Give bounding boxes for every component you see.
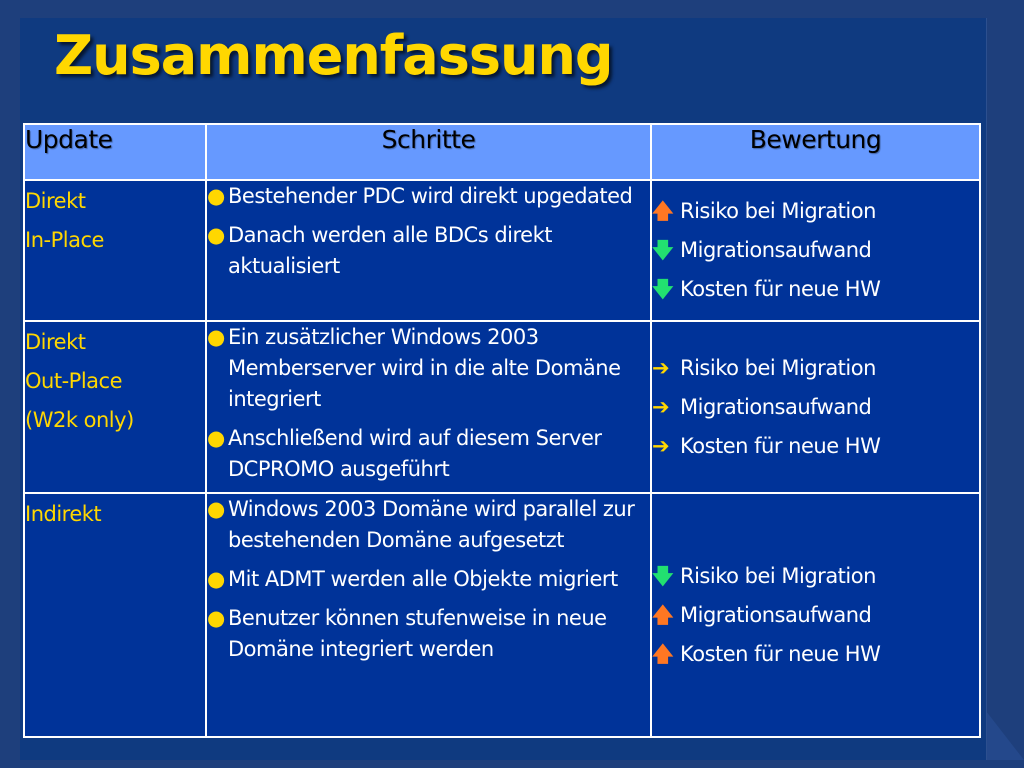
- rating-item: [652, 635, 979, 674]
- bullet-icon: ●: [207, 497, 225, 521]
- arrow-right-icon: ➔: [652, 433, 670, 458]
- cell-rating: [651, 180, 980, 321]
- update-type-line: Direkt: [25, 189, 86, 213]
- arrow-right-icon: ➔: [652, 355, 670, 380]
- rating-text: Risiko bei Migration: [680, 355, 876, 380]
- arrow-up-icon: 🡅: [652, 199, 674, 223]
- table-row: [24, 493, 980, 737]
- rating-text: Migrationsaufwand: [680, 602, 872, 627]
- step-text: Benutzer können stufenweise in neue Domäne integriert werden: [228, 606, 607, 661]
- cell-rating: [651, 321, 980, 493]
- cell-steps: [206, 321, 651, 493]
- rating-text: Migrationsaufwand: [680, 394, 872, 419]
- step-item: [207, 564, 650, 595]
- rating-text: Kosten für neue HW: [680, 641, 881, 666]
- slide-title: Zusammenfassung: [54, 24, 613, 87]
- rating-item: [652, 349, 979, 388]
- update-type-line: Direkt: [25, 330, 86, 354]
- cell-steps: [206, 493, 651, 737]
- header-rating: Bewertung: [651, 124, 980, 180]
- arrow-up-icon: 🡅: [652, 602, 674, 627]
- rating-text: Kosten für neue HW: [680, 433, 881, 458]
- step-text: Bestehender PDC wird direkt upgedated: [228, 184, 633, 208]
- rating-item: [652, 388, 979, 427]
- step-text: Ein zusätzlicher Windows 2003 Memberserver wird in die alte Domäne integriert: [228, 325, 621, 411]
- rating-item: [652, 596, 979, 635]
- rating-item: [652, 270, 979, 309]
- header-update: Update: [24, 124, 206, 180]
- bullet-icon: ●: [207, 426, 225, 450]
- step-item: [207, 181, 650, 212]
- rating-text: Kosten für neue HW: [680, 277, 881, 301]
- arrow-down-icon: 🡇: [652, 563, 674, 588]
- cell-update: [24, 321, 206, 493]
- cell-rating: [651, 493, 980, 737]
- arrow-down-icon: 🡇: [652, 277, 674, 301]
- summary-table: [23, 123, 981, 738]
- update-type-line: (W2k only): [25, 408, 134, 432]
- step-text: Anschließend wird auf diesem Server DCPROMO ausgeführt: [228, 426, 602, 481]
- step-item: [207, 220, 650, 282]
- rating-text: Migrationsaufwand: [680, 238, 872, 262]
- rating-text: Risiko bei Migration: [680, 199, 876, 223]
- rating-item: [652, 557, 979, 596]
- step-item: [207, 603, 650, 665]
- cell-steps: [206, 180, 651, 321]
- rating-text: Risiko bei Migration: [680, 563, 876, 588]
- table-row: [24, 180, 980, 321]
- step-item: [207, 423, 650, 485]
- update-type-line: Out-Place: [25, 369, 122, 393]
- table-body: [24, 180, 980, 737]
- table-row: [24, 321, 980, 493]
- step-text: Mit ADMT werden alle Objekte migriert: [228, 567, 618, 591]
- bullet-icon: ●: [207, 223, 225, 247]
- arrow-right-icon: ➔: [652, 394, 670, 419]
- cell-update: [24, 493, 206, 737]
- step-item: [207, 322, 650, 415]
- cell-update: [24, 180, 206, 321]
- arrow-down-icon: 🡇: [652, 238, 674, 262]
- table-header-row: [24, 124, 980, 180]
- step-text: Danach werden alle BDCs direkt aktualisiert: [228, 223, 552, 278]
- update-type-line: Indirekt: [25, 502, 102, 526]
- rating-item: [652, 427, 979, 466]
- bullet-icon: ●: [207, 325, 225, 349]
- rating-item: [652, 192, 979, 231]
- rating-item: [652, 231, 979, 270]
- bullet-icon: ●: [207, 184, 225, 208]
- step-text: Windows 2003 Domäne wird parallel zur bestehenden Domäne aufgesetzt: [228, 497, 635, 552]
- arrow-up-icon: 🡅: [652, 641, 674, 666]
- update-type-line: In-Place: [25, 228, 104, 252]
- bullet-icon: ●: [207, 567, 225, 591]
- header-steps: Schritte: [206, 124, 651, 180]
- step-item: [207, 494, 650, 556]
- bullet-icon: ●: [207, 606, 225, 630]
